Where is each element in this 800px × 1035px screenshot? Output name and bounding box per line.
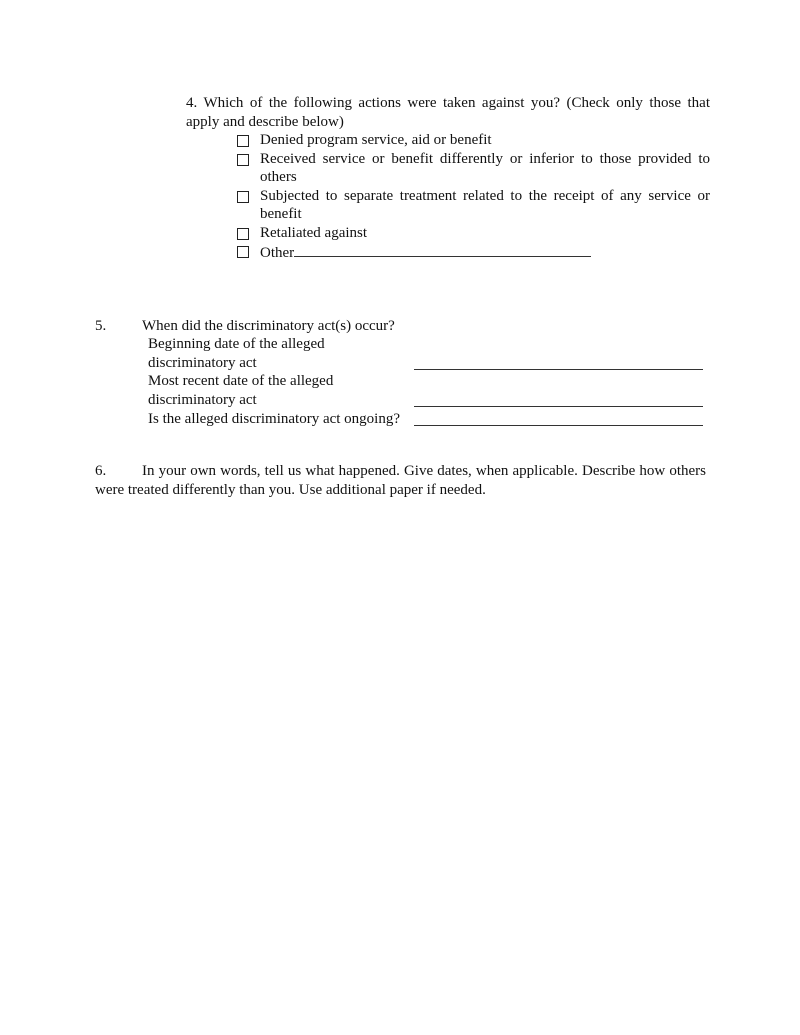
question-6-number: 6. <box>95 463 107 479</box>
checkbox-other[interactable] <box>237 246 249 258</box>
recent-date-field[interactable] <box>414 390 703 407</box>
question-4-options <box>237 131 710 263</box>
question-6 <box>95 462 706 499</box>
recent-date-row <box>148 372 710 409</box>
option-label: Denied program service, aid or benefit <box>260 132 492 148</box>
beginning-date-row <box>148 335 710 372</box>
recent-date-label-wrap <box>148 372 414 409</box>
option-other <box>237 242 710 263</box>
option-label: Retaliated against <box>260 224 368 241</box>
checkbox-separate-treatment[interactable] <box>237 191 249 203</box>
beginning-date-label: Beginning date of the alleged discriminatory act <box>148 336 325 371</box>
option-retaliated <box>237 224 710 243</box>
question-6-text: In your own words, tell us what happened. Give dates, when applicable. Describe how others were treated differently than you. Use additional paper if needed. <box>95 463 706 498</box>
recent-date-label: Most recent date of the alleged discriminatory act <box>148 373 334 408</box>
option-separate-treatment <box>237 187 710 224</box>
question-5-number: 5. <box>95 317 107 334</box>
beginning-date-label-wrap <box>148 335 414 372</box>
option-label: Other <box>260 245 295 261</box>
checkbox-retaliated[interactable] <box>237 228 249 240</box>
option-denied-service <box>237 131 710 150</box>
question-4: 4. Which of the following actions were taken against you? (Check only those that apply and describe below) <box>186 95 710 130</box>
ongoing-label: Is the alleged discriminatory act ongoing? <box>148 410 401 427</box>
option-label: Received service or benefit differently or inferior to those provided to others <box>260 150 710 185</box>
option-other-wrap <box>260 242 710 263</box>
form-page <box>0 94 800 969</box>
option-label: Subjected to separate treatment related to the receipt of any service or benefit <box>260 187 710 222</box>
checkbox-denied-service[interactable] <box>237 135 249 147</box>
question-5: When did the discriminatory act(s) occur? <box>142 317 395 334</box>
beginning-date-field[interactable] <box>414 353 703 370</box>
checkbox-received-differently[interactable] <box>237 154 249 166</box>
option-received-differently <box>237 150 710 187</box>
question-6-answer-area[interactable] <box>95 499 706 969</box>
other-description-field[interactable] <box>294 242 591 257</box>
ongoing-row <box>148 409 710 428</box>
ongoing-field[interactable] <box>414 409 703 426</box>
question-5-header <box>95 317 710 336</box>
question-5-block <box>95 317 710 429</box>
